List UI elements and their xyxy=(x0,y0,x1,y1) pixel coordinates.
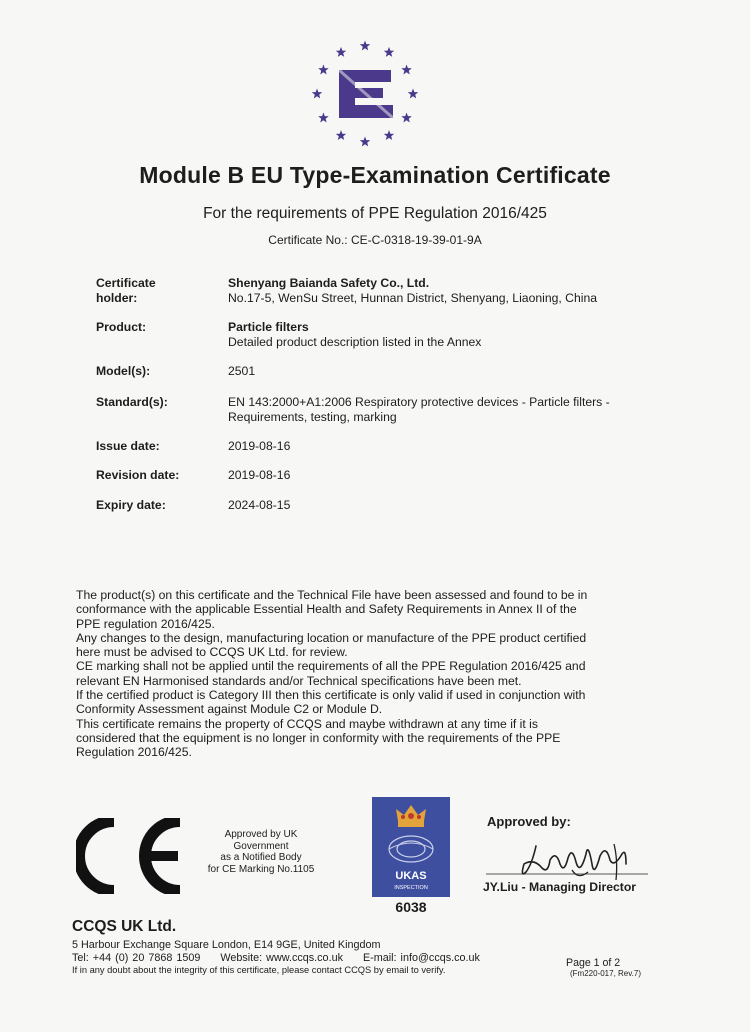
issuer-company: CCQS UK Ltd. xyxy=(72,918,177,935)
statement-line: considered that the equipment is no longer in conformity with the requirements of the PPE xyxy=(76,730,561,745)
logo-star-icon xyxy=(384,130,394,140)
verification-disclaimer: If in any doubt about the integrity of this certificate, please contact CCQS by email to verify. xyxy=(72,965,446,975)
statement-line: CE marking shall not be applied until the requirements of all the PPE Regulation 2016/425 and xyxy=(76,659,586,674)
issuer-email[interactable]: E-mail: info@ccqs.co.uk xyxy=(362,951,480,964)
logo-star-icon xyxy=(408,89,418,99)
statement-line: PPE regulation 2016/425. xyxy=(76,616,215,631)
ukas-crown-icon xyxy=(372,797,450,897)
logo-star-icon xyxy=(384,47,394,57)
notified-body-note: Approved by UK Government as a Notified Body for CE Marking No.1105 xyxy=(207,829,315,875)
statement-line: Any changes to the design, manufacturing location or manufacture of the PPE product certified xyxy=(76,630,587,645)
issuer-website[interactable]: Website: www.ccqs.co.uk xyxy=(220,951,343,964)
certificate-title: Module B EU Type-Examination Certificate xyxy=(139,162,611,188)
certificate-number: Certificate No.: CE-C-0318-19-39-01-9A xyxy=(268,233,482,247)
signature-image xyxy=(476,834,660,884)
page-info xyxy=(566,957,666,978)
ce-mark-icon xyxy=(76,818,194,894)
models-label: Model(s): xyxy=(96,364,151,378)
issuer-contact-line xyxy=(72,952,542,965)
approved-by-label: Approved by: xyxy=(487,814,571,829)
statement-line: Regulation 2016/425. xyxy=(76,745,192,760)
statement-line: relevant EN Harmonised standards and/or Technical specifications have been met. xyxy=(76,673,522,688)
models-value: 2501 xyxy=(228,364,256,378)
issuer-contact xyxy=(72,939,542,977)
holder-label: Certificate holder: xyxy=(96,276,156,305)
issuer-address: 5 Harbour Exchange Square London, E14 9GE, United Kingdom xyxy=(72,939,381,951)
ukas-number: 6038 xyxy=(395,899,427,915)
product-description: Detailed product description listed in the Annex xyxy=(228,334,482,349)
logo-star-icon xyxy=(318,113,328,123)
standards-label: Standard(s): xyxy=(96,395,168,409)
ccqs-star-logo-icon xyxy=(309,38,421,150)
logo-star-icon xyxy=(360,137,370,147)
ukas-text: UKAS xyxy=(395,870,427,882)
logo-star-icon xyxy=(318,65,328,75)
issue-date-value: 2019-08-16 xyxy=(228,439,291,453)
statement-line: conformance with the applicable Essential Health and Safety Requirements in Annex II of the xyxy=(76,602,577,617)
ukas-subtext: INSPECTION xyxy=(394,885,428,891)
statement-line: The product(s) on this certificate and the Technical File have been assessed and found to be in xyxy=(76,588,588,602)
issue-date-label: Issue date: xyxy=(96,439,160,453)
logo-star-icon xyxy=(360,41,370,51)
certificate-subtitle: For the requirements of PPE Regulation 2016/425 xyxy=(203,205,547,222)
holder-name: Shenyang Baianda Safety Co., Ltd. xyxy=(228,276,430,290)
product-label: Product: xyxy=(96,320,147,334)
product-name: Particle filters xyxy=(228,320,309,334)
statement-line: Conformity Assessment against Module C2 or Module D. xyxy=(76,702,383,717)
holder-value xyxy=(228,276,658,305)
product-value xyxy=(228,320,658,349)
logo-star-icon xyxy=(336,130,346,140)
signatory-name: JY.Liu - Managing Director xyxy=(483,880,637,894)
standards-value: EN 143:2000+A1:2006 Respiratory protective devices - Particle filters - Requirements, testing, marking xyxy=(228,395,610,424)
expiry-date-label: Expiry date: xyxy=(96,498,166,512)
logo-star-icon xyxy=(336,47,346,57)
statement-line: This certificate remains the property of CCQS and maybe withdrawn at any time if it is xyxy=(76,716,538,731)
statement-line: If the certified product is Category III then this certificate is only valid if used in conjunction with xyxy=(76,688,586,703)
form-reference: (Fm220-017, Rev.7) xyxy=(570,969,641,978)
logo-star-icon xyxy=(401,113,411,123)
holder-address: No.17-5, WenSu Street, Hunnan District, Shenyang, Liaoning, China xyxy=(228,290,597,305)
statement-line: here must be advised to CCQS UK Ltd. for review. xyxy=(76,645,348,660)
certificate-statement xyxy=(76,588,666,760)
revision-date-value: 2019-08-16 xyxy=(228,468,291,482)
expiry-date-value: 2024-08-15 xyxy=(228,498,291,512)
revision-date-label: Revision date: xyxy=(96,468,180,482)
page-number: Page 1 of 2 xyxy=(566,957,621,969)
logo-star-icon xyxy=(401,65,411,75)
logo-star-icon xyxy=(312,89,322,99)
issuer-tel: Tel: +44 (0) 20 7868 1509 xyxy=(72,951,201,964)
